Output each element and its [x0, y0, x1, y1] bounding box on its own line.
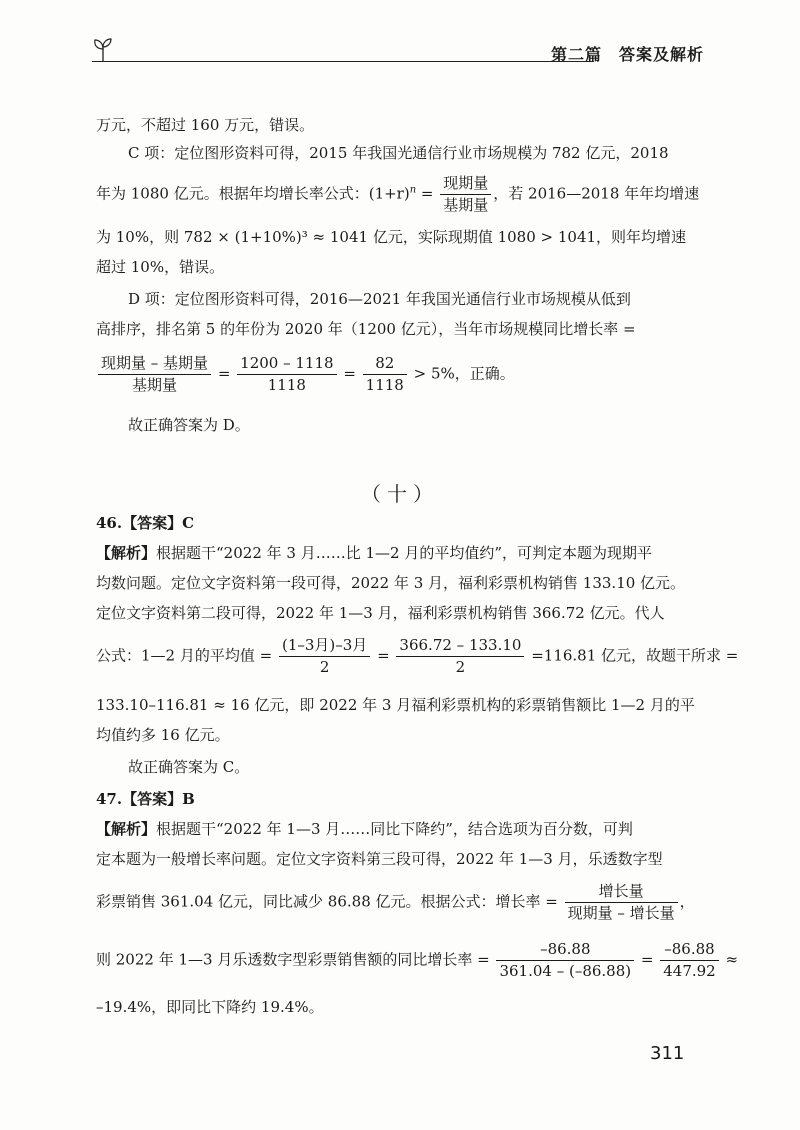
fraction: [565, 884, 678, 921]
numerator: (1–3月)–3月: [281, 636, 368, 654]
text: ，: [679, 892, 695, 911]
text: 年为 1080 亿元。根据年均增长率公式：(1+r): [96, 184, 410, 203]
fraction: [363, 356, 407, 393]
text: =: [372, 646, 395, 665]
formula-line: [96, 176, 699, 213]
numerator: 现期量: [443, 174, 489, 192]
formula-line: [96, 884, 695, 921]
fraction: [440, 176, 491, 213]
answer-heading: 47.【答案】B: [96, 790, 195, 808]
numerator: 82: [375, 354, 395, 372]
text-line: [96, 822, 633, 837]
text-line: 故正确答案为 C。: [128, 758, 250, 776]
denominator: 361.04 – (–86.88): [496, 960, 634, 979]
text-line: 133.10–116.81 ≈ 16 亿元，即 2022 年 3 月福利彩票机构的彩票销售额比 1—2 月的平: [96, 696, 695, 714]
text-line: –19.4%，即同比下降约 19.4%。: [96, 998, 324, 1016]
denominator: 1118: [237, 374, 336, 393]
formula-line: [96, 356, 515, 393]
denominator: 2: [279, 656, 370, 675]
text-line: [96, 546, 652, 561]
denominator: 2: [396, 656, 524, 675]
numerator: 1200 – 1118: [240, 354, 334, 372]
text-line: C 项：定位图形资料可得，2015 年我国光通信行业市场规模为 782 亿元，2018: [128, 144, 669, 162]
text: =116.81 亿元，故题干所求 =: [526, 646, 739, 665]
text: > 5%，正确。: [408, 364, 515, 383]
fraction: [237, 356, 336, 393]
numerator: 366.72 – 133.10: [399, 636, 522, 654]
header-rule: [92, 61, 594, 62]
text-line: 高排序，排名第 5 的年份为 2020 年（1200 亿元），当年市场规模同比增长率 =: [96, 320, 636, 338]
fraction: [660, 942, 719, 979]
text-line: 故正确答案为 D。: [128, 416, 250, 434]
answer-heading: 46.【答案】C: [96, 514, 195, 532]
analysis-label: 【解析】: [96, 544, 157, 562]
analysis-label: 【解析】: [96, 820, 157, 838]
text-line: 为 10%，则 782 × (1+10%)³ ≈ 1041 亿元，实际现期值 1080 > 1041，则年均增速: [96, 228, 687, 246]
text: ，若 2016—2018 年年均增速: [493, 184, 700, 203]
text-line: 定本题为一般增长率问题。定位文字资料第三段可得，2022 年 1—3 月，乐透数字型: [96, 850, 663, 868]
numerator: 现期量 – 基期量: [101, 354, 209, 372]
fraction: [496, 942, 634, 979]
denominator: 现期量 – 增长量: [565, 902, 678, 921]
text: 公式：1—2 月的平均值 =: [96, 646, 277, 665]
denominator: 447.92: [660, 960, 719, 979]
page-number: 311: [650, 1043, 685, 1064]
text: 则 2022 年 1—3 月乐透数字型彩票销售额的同比增长率 =: [96, 950, 495, 969]
sprout-icon: [92, 36, 114, 62]
text-line: 均值约多 16 亿元。: [96, 726, 230, 744]
numerator: –86.88: [540, 940, 591, 958]
text: 根据题干“2022 年 1—3 月……同比下降约”，结合选项为百分数，可判: [156, 820, 633, 838]
text-line: 均数问题。定位文字资料第一段可得，2022 年 3 月，福利彩票机构销售 133.10 亿元。: [96, 574, 686, 592]
section-heading: （十）: [361, 482, 439, 506]
section-title: 第二篇 答案及解析: [550, 45, 704, 64]
denominator: 基期量: [98, 374, 211, 393]
denominator: 1118: [363, 374, 407, 393]
formula-line: [96, 638, 738, 675]
numerator: 增长量: [598, 882, 644, 900]
text: 根据题干“2022 年 3 月……比 1—2 月的平均值约”，可判定本题为现期平: [156, 544, 652, 562]
text: =: [636, 950, 659, 969]
formula-line: [96, 942, 738, 979]
text-line: 超过 10%，错误。: [96, 258, 225, 276]
text-line: 定位文字资料第二段可得，2022 年 1—3 月，福利彩票机构销售 366.72 亿元。代人: [96, 604, 665, 622]
text: 彩票销售 361.04 亿元，同比减少 86.88 亿元。根据公式：增长率 =: [96, 892, 563, 911]
text-line: D 项：定位图形资料可得，2016—2021 年我国光通信行业市场规模从低到: [128, 290, 631, 308]
numerator: –86.88: [664, 940, 715, 958]
running-header: [92, 36, 704, 66]
denominator: 基期量: [440, 194, 491, 213]
text: =: [338, 364, 361, 383]
exponent: n: [409, 184, 417, 196]
text: =: [213, 364, 236, 383]
fraction: [279, 638, 370, 675]
text-line: 万元，不超过 160 万元，错误。: [96, 116, 315, 134]
fraction: [396, 638, 524, 675]
text: ≈: [720, 950, 739, 969]
text: =: [416, 184, 439, 203]
fraction: [98, 356, 211, 393]
